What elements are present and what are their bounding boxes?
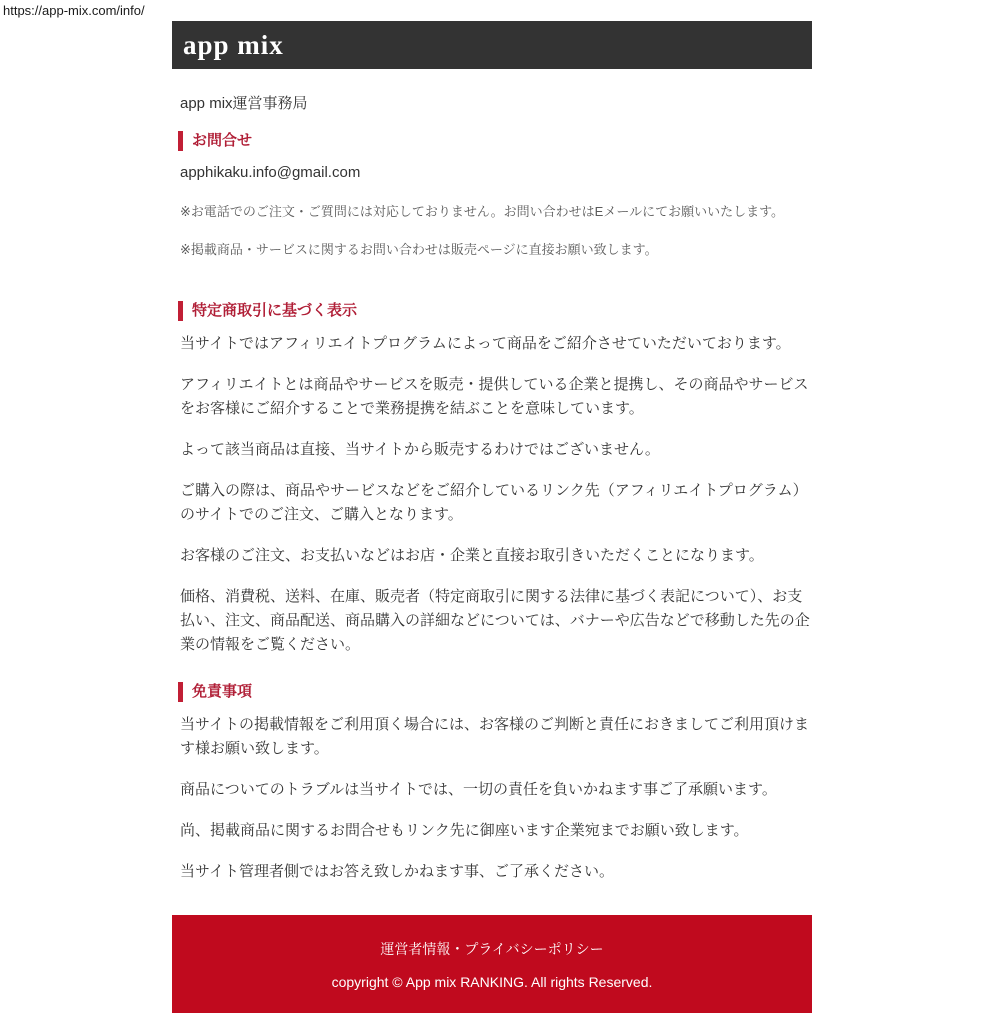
page-container bbox=[172, 0, 812, 1013]
operator-text: app mix運営事務局 bbox=[180, 95, 308, 112]
contact-heading: お問合せ bbox=[178, 131, 812, 151]
site-footer bbox=[172, 915, 812, 1013]
privacy-policy-link[interactable]: 運営者情報・プライバシーポリシー bbox=[380, 941, 604, 957]
contact-email: apphikaku.info@gmail.com bbox=[180, 164, 361, 181]
copyright-text: copyright © App mix RANKING. All rights Reserved. bbox=[331, 974, 653, 990]
paragraph: 当サイトの掲載情報をご利用頂く場合には、お客様のご判断と責任におきましてご利用頂けます様お願い致します。 bbox=[180, 716, 809, 757]
tokutei-heading: 特定商取引に基づく表示 bbox=[178, 301, 812, 321]
paragraph: よって該当商品は直接、当サイトから販売するわけではございません。 bbox=[180, 441, 660, 458]
paragraph: 商品についてのトラブルは当サイトでは、一切の責任を負いかねます事ご了承願います。 bbox=[180, 781, 777, 798]
page-url-label: https://app-mix.com/info/ bbox=[3, 3, 145, 18]
contact-note-products: ※掲載商品・サービスに関するお問い合わせは販売ページに直接お願い致します。 bbox=[180, 242, 658, 257]
tokutei-section bbox=[172, 301, 812, 657]
paragraph: アフィリエイトとは商品やサービスを販売・提供している企業と提携し、その商品やサービスをお客様にご紹介することで業務提携を結ぶことを意味しています。 bbox=[180, 376, 809, 417]
disclaimer-section bbox=[172, 682, 812, 884]
site-title: app mix bbox=[183, 29, 284, 60]
disclaimer-heading: 免責事項 bbox=[178, 682, 812, 702]
site-header bbox=[172, 21, 812, 69]
paragraph: 当サイトではアフィリエイトプログラムによって商品をご紹介させていただいております。 bbox=[180, 335, 791, 352]
paragraph: 当サイト管理者側ではお答え致しかねます事、ご了承ください。 bbox=[180, 863, 614, 880]
contact-section bbox=[172, 131, 812, 260]
paragraph: 尚、掲載商品に関するお問合せもリンク先に御座います企業宛までお願い致します。 bbox=[180, 822, 749, 839]
contact-note-phone: ※お電話でのご注文・ご質問には対応しておりません。お問い合わせはEメールにてお願いいたします。 bbox=[180, 204, 785, 219]
paragraph: 価格、消費税、送料、在庫、販売者（特定商取引に関する法律に基づく表記について）、お支払い、注文、商品配送、商品購入の詳細などについては、バナーや広告などで移動した先の企業の情報をご覧ください。 bbox=[180, 588, 810, 653]
paragraph: ご購入の際は、商品やサービスなどをご紹介しているリンク先（アフィリエイトプログラム）のサイトでのご注文、ご購入となります。 bbox=[180, 482, 808, 523]
paragraph: お客様のご注文、お支払いなどはお店・企業と直接お取引きいただくことになります。 bbox=[180, 547, 764, 564]
